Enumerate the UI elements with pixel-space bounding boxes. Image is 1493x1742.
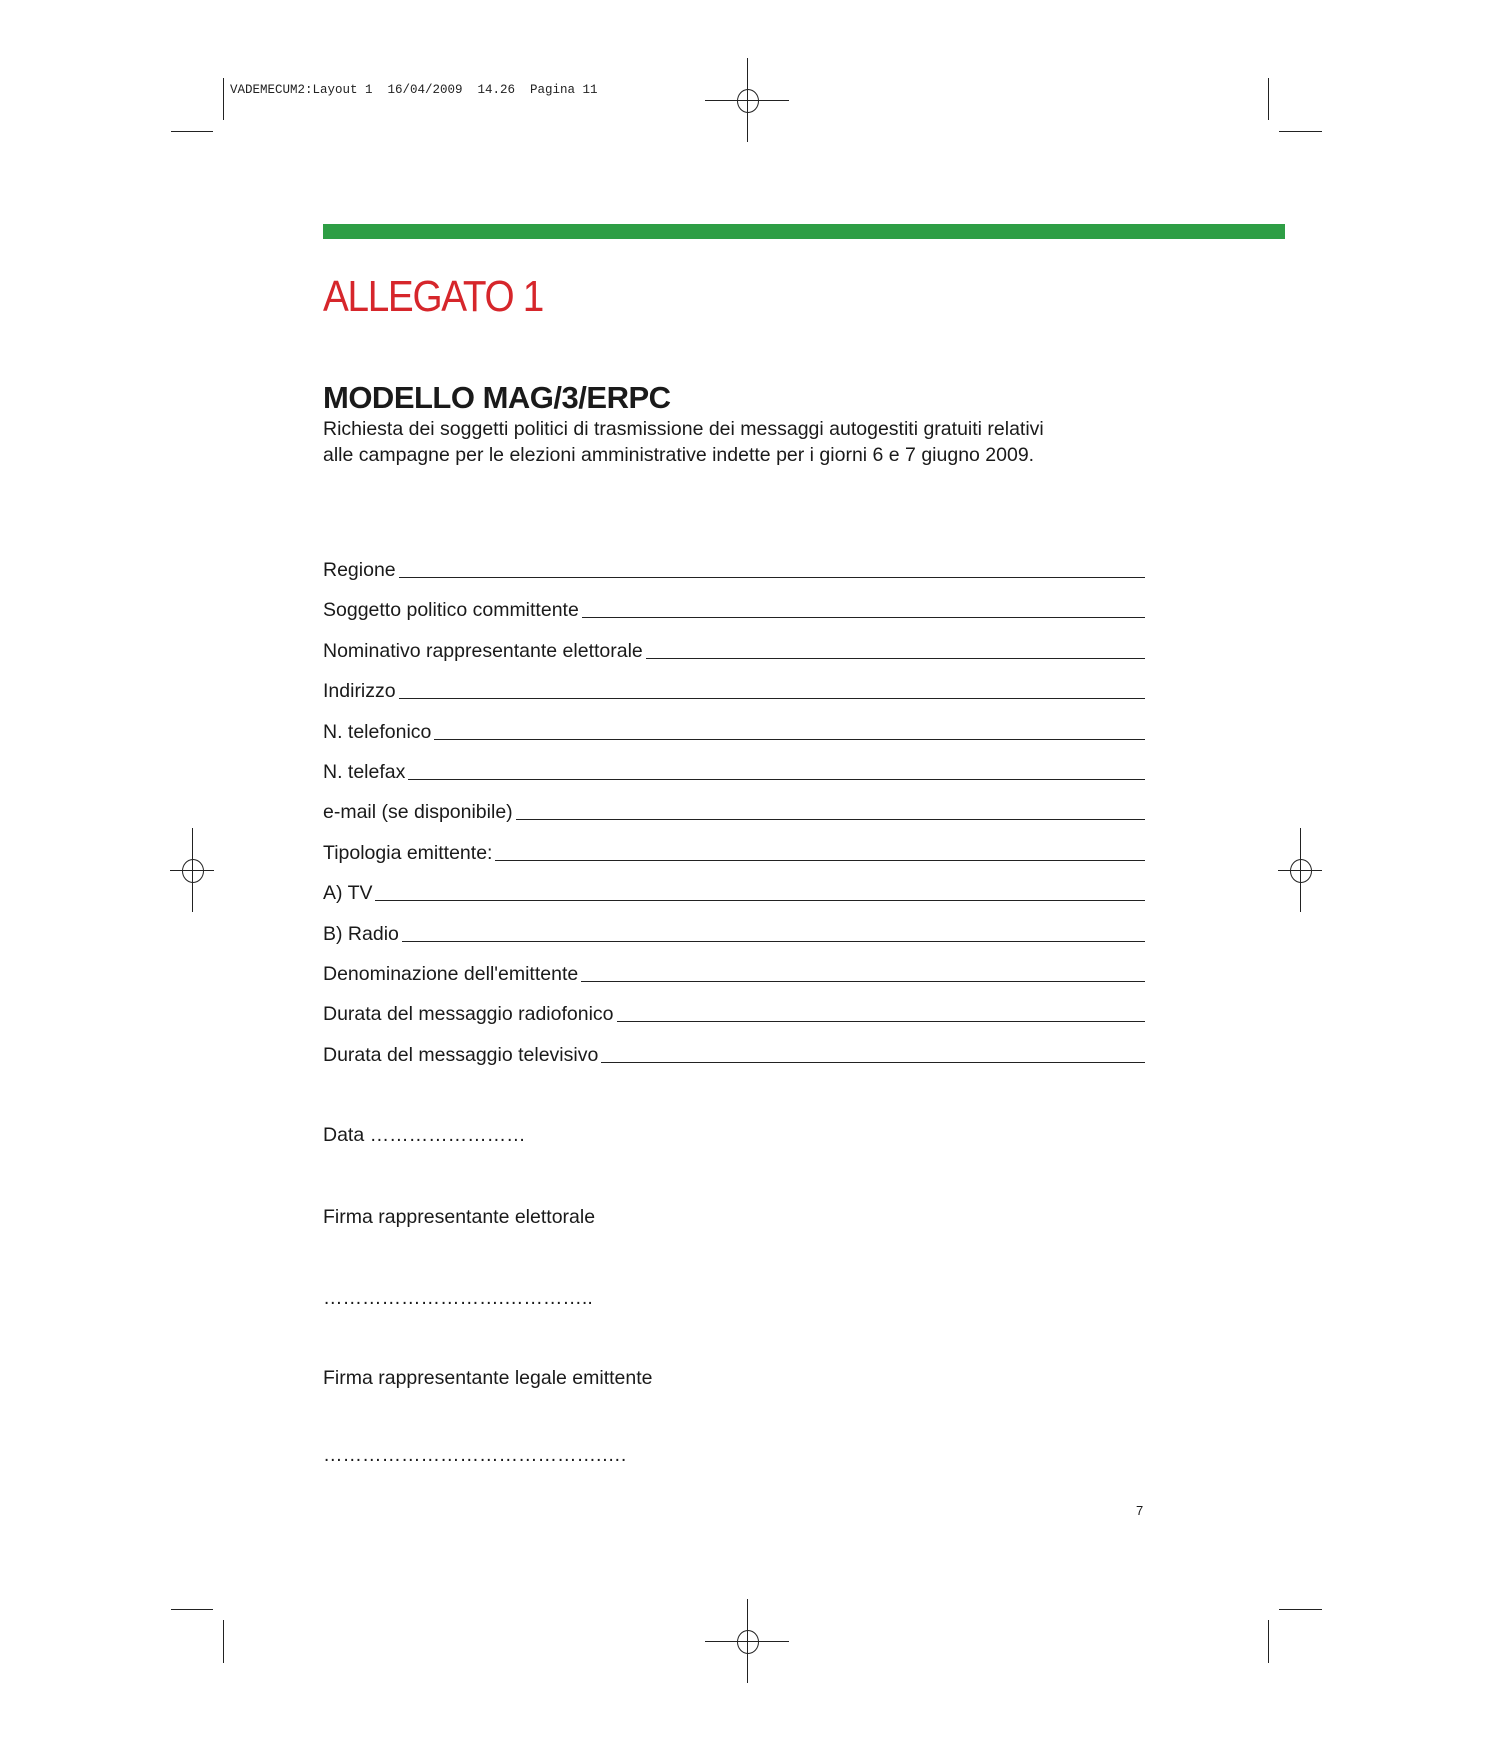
field-label: Indirizzo bbox=[323, 680, 396, 703]
field-label: Durata del messaggio televisivo bbox=[323, 1043, 599, 1066]
crop-mark bbox=[171, 1609, 213, 1610]
crop-mark bbox=[1279, 131, 1322, 132]
subtitle-line: alle campagne per le elezioni amministrative indette per i giorni 6 e 7 giugno 2009. bbox=[323, 444, 1035, 466]
page-number: 7 bbox=[1136, 1503, 1144, 1518]
field-input-line[interactable] bbox=[399, 698, 1145, 699]
field-label: Nominativo rappresentante elettorale bbox=[323, 639, 643, 662]
form-field-row[interactable] bbox=[323, 798, 1145, 824]
field-label: N. telefax bbox=[323, 761, 406, 783]
field-label: N. telefonico bbox=[323, 720, 432, 743]
firma-elettorale-label: Firma rappresentante elettorale bbox=[323, 1206, 596, 1228]
form-field-row[interactable] bbox=[323, 879, 1145, 905]
field-input-line[interactable] bbox=[516, 819, 1145, 820]
registration-mark-icon bbox=[705, 1599, 789, 1683]
crop-mark bbox=[171, 131, 213, 132]
subtitle-line: Richiesta dei soggetti politici di trasmissione dei messaggi autogestiti gratuiti relativi bbox=[323, 418, 1044, 440]
field-input-line[interactable] bbox=[408, 779, 1145, 780]
form-field-row[interactable] bbox=[323, 637, 1145, 663]
firma-legale-field[interactable]: …………………………………….…. bbox=[323, 1444, 627, 1466]
field-label: Regione bbox=[323, 559, 396, 581]
printer-slug: VADEMECUM2:Layout 1 16/04/2009 14.26 Pagina 11 bbox=[230, 83, 598, 97]
crop-mark bbox=[223, 78, 224, 120]
form-field-row[interactable] bbox=[323, 1000, 1145, 1026]
field-label: Durata del messaggio radiofonico bbox=[323, 1003, 614, 1026]
firma-elettorale-field[interactable]: ……………………….………….. bbox=[323, 1287, 593, 1309]
crop-mark bbox=[223, 1620, 224, 1663]
form-field-row[interactable] bbox=[323, 556, 1145, 582]
crop-mark bbox=[1268, 78, 1269, 120]
field-input-line[interactable] bbox=[399, 577, 1145, 578]
field-input-line[interactable] bbox=[402, 941, 1145, 942]
crop-mark bbox=[1279, 1609, 1322, 1610]
field-input-line[interactable] bbox=[646, 658, 1145, 659]
form-field-row[interactable] bbox=[323, 1041, 1145, 1067]
allegato-heading: ALLEGATO 1 bbox=[323, 272, 543, 321]
form-field-row[interactable] bbox=[323, 920, 1145, 946]
field-label: Tipologia emittente: bbox=[323, 841, 493, 864]
form-field-row[interactable] bbox=[323, 839, 1145, 865]
form-field-row[interactable] bbox=[323, 596, 1145, 622]
form-title: MODELLO MAG/3/ERPC bbox=[323, 380, 671, 415]
field-input-line[interactable] bbox=[601, 1062, 1145, 1063]
field-label: e-mail (se disponibile) bbox=[323, 801, 513, 824]
form-field-row[interactable] bbox=[323, 758, 1145, 784]
field-input-line[interactable] bbox=[375, 900, 1145, 901]
field-label: Denominazione dell'emittente bbox=[323, 963, 579, 985]
form-field-row[interactable] bbox=[323, 960, 1145, 986]
registration-mark-icon bbox=[170, 828, 214, 912]
field-input-line[interactable] bbox=[582, 617, 1145, 618]
registration-mark-icon bbox=[705, 58, 789, 142]
green-header-bar bbox=[323, 224, 1285, 239]
data-field[interactable]: Data …………………… bbox=[323, 1124, 526, 1146]
field-label: B) Radio bbox=[323, 922, 399, 945]
field-label: A) TV bbox=[323, 882, 373, 905]
field-input-line[interactable] bbox=[495, 860, 1145, 861]
field-input-line[interactable] bbox=[581, 981, 1145, 982]
field-input-line[interactable] bbox=[617, 1021, 1145, 1022]
field-label: Soggetto politico committente bbox=[323, 599, 579, 622]
field-input-line[interactable] bbox=[434, 739, 1145, 740]
firma-legale-label: Firma rappresentante legale emittente bbox=[323, 1367, 653, 1389]
registration-mark-icon bbox=[1278, 828, 1322, 912]
crop-mark bbox=[1268, 1620, 1269, 1663]
form-field-row[interactable] bbox=[323, 677, 1145, 703]
form-field-row[interactable] bbox=[323, 718, 1145, 744]
